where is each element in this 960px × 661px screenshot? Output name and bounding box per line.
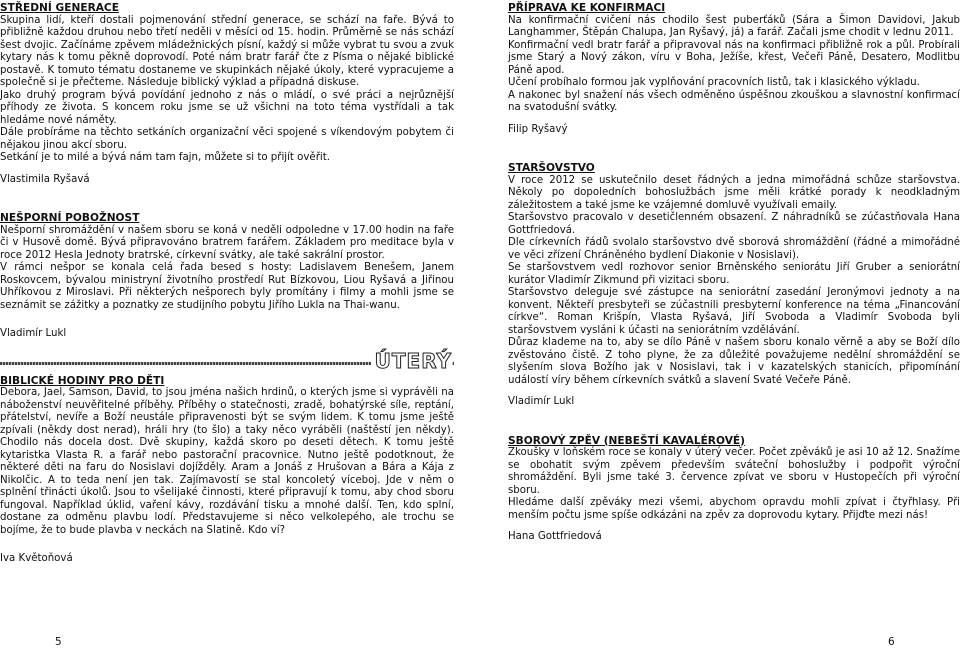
paragraph: Dále probíráme na těchto setkáních organizační věci spojené s víkendovým pobytem či nějakou jinou akcí sboru. [0, 127, 454, 151]
paragraph: Důraz klademe na to, aby se dílo Páně v našem sboru konalo věrně a aby se Boží dílo zvěstováno čistě. Z toho plyne, že za důležité považujeme nedělní shromáždění se slyšením slova Božího jak v Nosislavi, tak i v kazatelských stanicích, připomínání událostí víry během církevních svátků a slavení Svaté Večeře Páně. [508, 337, 960, 386]
paragraph: Jako druhý program bývá povídání jednoho z nás o mládí, o své práci a nejrůznější příhody ze života. S koncem roku jsme se už všichni na toto téma vystřídali a tak hledáme nové náměty. [0, 89, 454, 126]
paragraph: Zkoušky v loňském roce se konaly v úterý večer. Počet zpěváků je asi 10 až 12. Snažíme se obohatit svým zpěvem především sváteční bohoslužby i podpořit výroční shromáždění. Byli jsme také 3. července zpívat ve sboru v Hustopečích při výroční sboru. [508, 447, 960, 496]
paragraph: Na konfirmační cvičení nás chodilo šest puberťáků (Sára a Šimon Davidovi, Jakub Langhammer, Štěpán Chalupa, Jan Ryšavý, já) a farář. Začali jsme chodit v lednu 2011. [508, 14, 960, 38]
paragraph: A nakonec byl snažení nás všech odměněno úspěšnou zkouškou a slavnostní konfirmací na svatodušní svátky. [508, 89, 960, 113]
paragraph: Učení probíhalo formou jak vyplňování pracovních listů, tak i klasického výkladu. [508, 77, 920, 88]
tuesday-divider [0, 348, 454, 375]
signature: Vladimír Lukl [0, 328, 67, 339]
section-title-bible-hours: BIBLICKÉ HODINY PRO DĚTI [0, 374, 165, 387]
paragraph: Hledáme další zpěváky mezi všemi, abychom opravdu mohli zpívat i čtyřhlasy. Při menším počtu jsme spíše odkázáni na zpěv za doprovodu kytary. Přijďte mezi nás! [508, 497, 960, 521]
paragraph: Skupina lidí, kteří dostali pojmenování střední generace, se schází na faře. Bývá to přibližně každou druhou nebo třetí neděli v měsíci od 15. hodin. Průměrně se nás schází šest dvojic. Začínáme zpěvem mládežnických písní, každý si může vybrat tu svou a zvuk kytary nás k tomu pěkně doprovodí. Poté nám bratr farář čte z Písma o nějaké biblické postavě. K tomuto tématu dostaneme ve skupinkách nějaké úkoly, které vypracujeme a společně si je přečteme. Následuje biblický výklad a případná diskuse. [0, 14, 454, 88]
paragraph: Staršovstvo pracovalo v desetičlenném obsazení. Z náhradníků se zúčastňovala Hana Gottfriedová. [508, 212, 960, 236]
paragraph: V roce 2012 se uskutečnilo deset řádných a jedna mimořádná schůze staršovstva. Několy po dopoledních bohoslužbách jsme měli krátké porady k neodkladným záležitostem a také jsme ke vzájemné domluvě využívali emaily. [508, 174, 960, 211]
signature: Vlastimila Ryšavá [0, 173, 90, 185]
section-title-middle-generation: STŘEDNÍ GENERACE [0, 2, 119, 14]
paragraph: Konfirmační vedl bratr farář a připravoval nás na konfirmaci přibližně rok a půl. Probírali jsme Starý a Nový zákon, víru v Boha, Ježíše, křest, Večeři Páně, Desatero, Modlitbu Páně apod. [508, 39, 960, 76]
signature: Vladimír Lukl [508, 396, 575, 407]
right-column [508, 2, 960, 544]
page-number-left: 5 [55, 636, 62, 648]
signature: Filip Ryšavý [508, 123, 568, 135]
tuesday-label: ÚTERÝ [371, 349, 452, 373]
paragraph: Nešporní shromáždění v našem sboru se koná v neděli odpoledne v 17.00 hodin na faře či v Husově domě. Bývá připravováno bratrem farářem. Základem pro meditace byla v roce 2012 Hesla Jednoty bratrské, církevní svátky, ale také sakrální prostor. [0, 224, 454, 261]
paragraph: Debora, Jael, Samson, David, to jsou jména našich hrdinů, o kterých jsme si vyprávěli na náboženství neuvěřitelné příběhy. Příběhy o statečnosti, zradě, bohatýrské síle, reptání, přátelství, nevíře a Boží neustále připravenosti být se svým lidem. K tomu jsme ještě zpívali (někdy dost nerad), hráli hry (to šlo) a taky něco vyráběli (naštěstí jen někdy). Chodilo nás docela dost. Dvě skupiny, každá skoro po deseti dětech. K tomu ještě kytaristka Vlasta R. a farář nebo pastorační pracovnice. Nutno ještě podotknout, že některé děti na faru do Nosislavi dojížděly. Aram a Jonáš z Hrušovan a Bára a Kája z Nikolčic. A to teda není jen tak. Zajímavostí se stal koncoletý víceboj. Jde v něm o splnění třinácti úkolů. Jsou to všelijaké činnosti, které připravují k tomu, aby chod sboru fungoval. Například úklid, vaření kávy, rozdávání tisku a mnohé další. Ten, kdo splní, dostane za odměnu plavbu lodí. Představujeme si něco velkolepého, ale trochu se bojíme, že to bude plavba v neckách na Slatině. Kdo ví? [0, 387, 454, 536]
paragraph: V rámci nešpor se konala celá řada besed s hosty: Ladislavem Benešem, Janem Roskovcem, bývalou ministryní životního prostředí Rut Bízkovou, Liou Ryšavá a Jiřinou Uhříkovou z Miroslavi. Při některých nešporech byly promítány i filmy a mohli jsme se seznámit se zážitky a poznatky ze studijního pobytu Jiřího Lukla na Thai-wanu. [0, 262, 454, 311]
section-title-vespers: NEŠPORNÍ POBOŽNOST [0, 212, 140, 224]
signature: Hana Gottfriedová [508, 531, 602, 542]
paragraph: Setkání je to milé a bývá nám tam fajn, můžete si to přijít ověřit. [0, 152, 330, 163]
section-title-choir: SBOROVÝ ZPĚV (NEBEŠTÍ KAVALÉROVÉ) [508, 434, 745, 447]
section-title-elders: STARŠOVSTVO [508, 162, 595, 174]
left-column [0, 2, 454, 566]
paragraph: Se staršovstvem vedl rozhovor senior Brněnského seniorátu Jiří Gruber a seniorátní kurátor Vladimír Zikmund při vizitaci sboru. [508, 262, 960, 286]
section-title-confirmation: PŘÍPRAVA KE KONFIRMACI [508, 2, 666, 14]
paragraph: Staršovstvo deleguje své zástupce na seniorátní zasedání Jeronýmovi jednoty a na konvent. Někteří presbyteři se zúčastnili presbyterní konference na téma „Financování církve“. Roman Krišpín, Vlasta Ryšavá, Jiří Svoboda a Vladimír Svoboda byli staršovstvem vysláni k účasti na seniorátním vzdělávání. [508, 287, 960, 336]
paragraph: Dle církevních řádů svolalo staršovstvo dvě sborová shromáždění (řádné a mimořádné ve věci zřízení Chráněného bydlení Diakonie v Nosislavi). [508, 237, 960, 261]
page-number-right: 6 [888, 636, 895, 648]
signature: Iva Květoňová [0, 553, 73, 564]
